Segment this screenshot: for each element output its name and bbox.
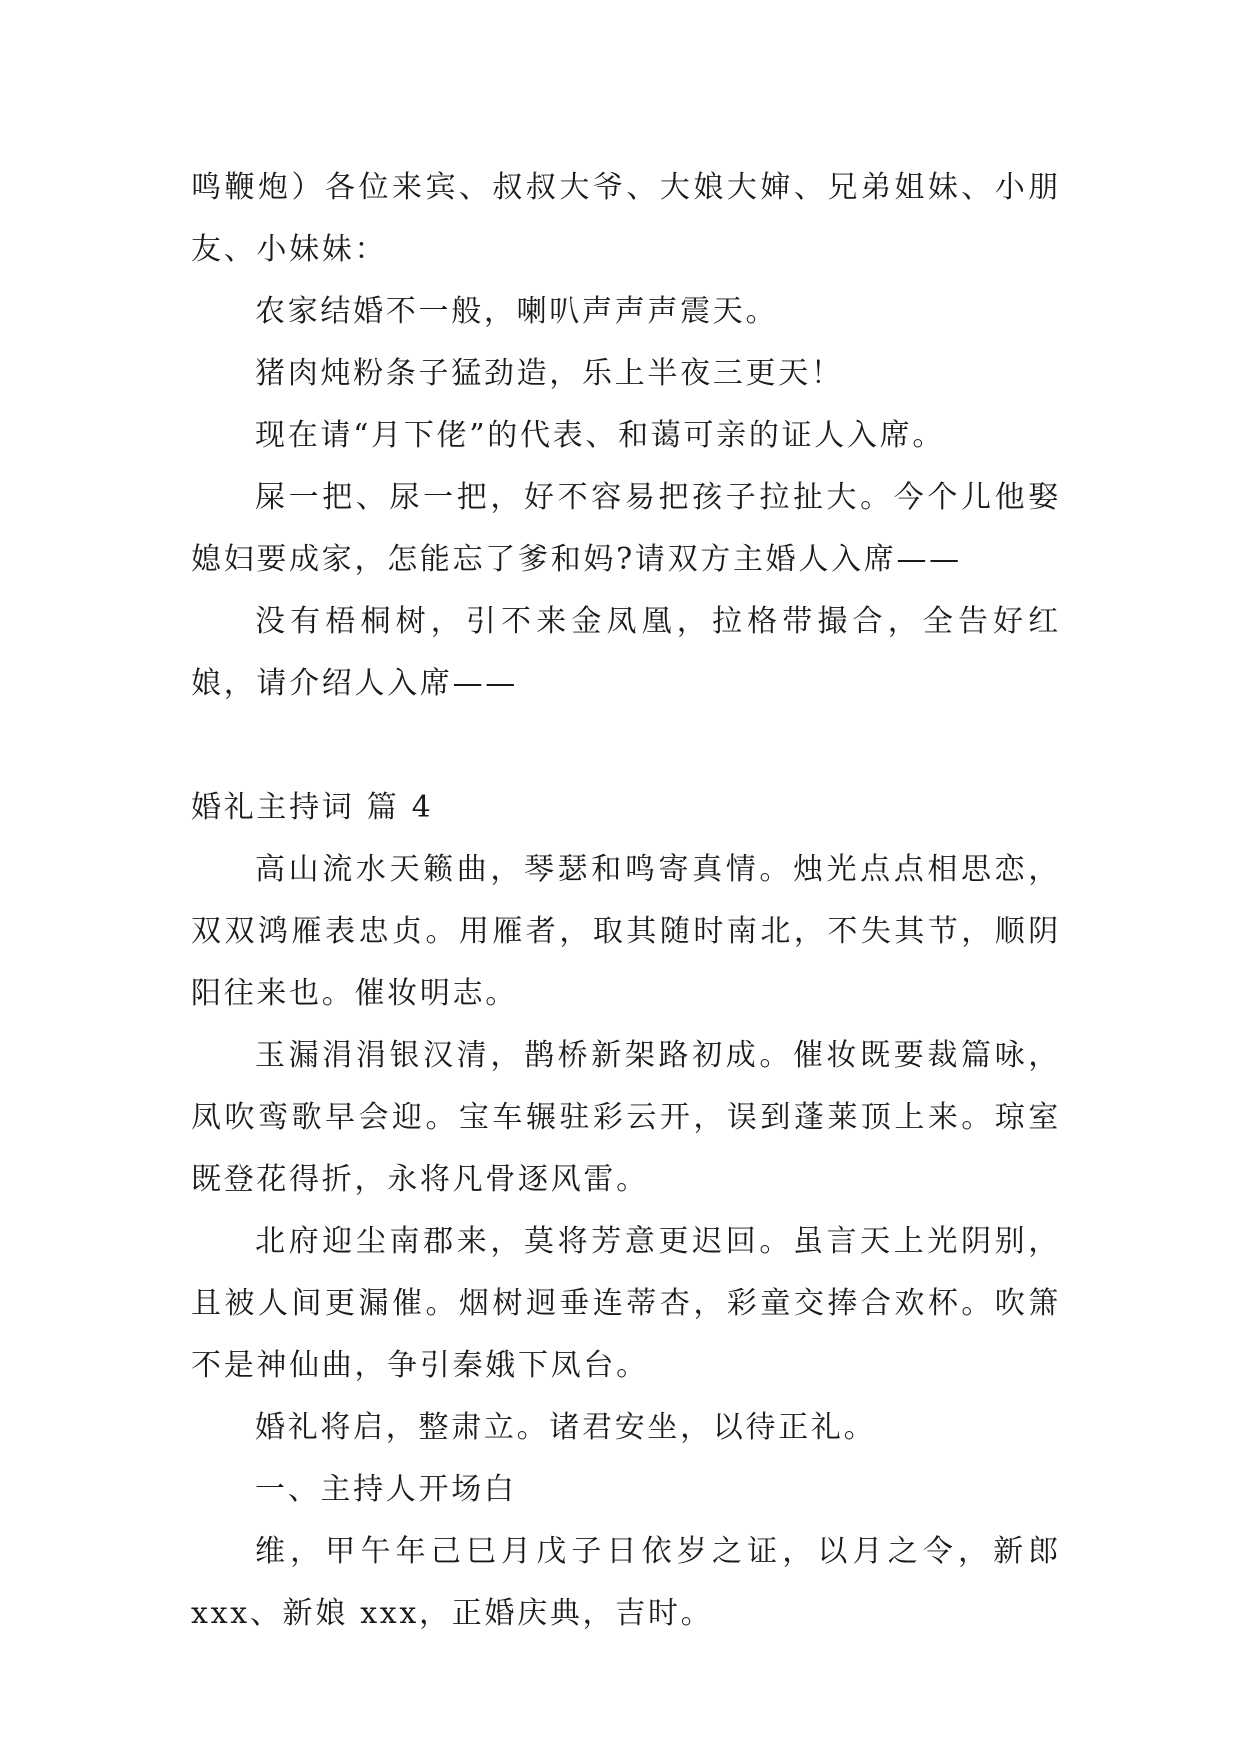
- paragraph-opening: 鸣鞭炮）各位来宾、叔叔大爷、大娘大婶、兄弟姐妹、小朋友、小妹妹：: [191, 170, 1061, 267]
- paragraph: 屎一把、尿一把，好不容易把孩子拉扯大。今个儿他娶媳妇要成家，怎能忘了爹和妈?请双方主婚人入席——: [191, 480, 1061, 577]
- paragraph: 猪肉炖粉条子猛劲造，乐上半夜三更天！: [255, 356, 844, 391]
- section-title: 婚礼主持词 篇 4: [191, 790, 434, 825]
- paragraph: 现在请“月下佬”的代表、和蔼可亲的证人入席。: [255, 418, 946, 453]
- section-spacer: [191, 715, 1061, 777]
- paragraph-heading: 一、主持人开场白: [255, 1472, 517, 1507]
- paragraph: 维，甲午年己巳月戊子日依岁之证，以月之令，新郎xxx、新娘 xxx，正婚庆典，吉时。: [191, 1534, 1061, 1631]
- document-body: [191, 157, 1061, 1645]
- paragraph: 高山流水天籁曲，琴瑟和鸣寄真情。烛光点点相思恋，双双鸿雁表忠贞。用雁者，取其随时南北，不失其节，顺阴阳往来也。催妆明志。: [191, 852, 1061, 1011]
- paragraph: 北府迎尘南郡来，莫将芳意更迟回。虽言天上光阴别，且被人间更漏催。烟树迥垂连蒂杏，彩童交捧合欢杯。吹箫不是神仙曲，争引秦娥下凤台。: [191, 1224, 1061, 1383]
- paragraph: 婚礼将启，整肃立。诸君安坐，以待正礼。: [255, 1410, 877, 1445]
- paragraph: 农家结婚不一般，喇叭声声声震天。: [255, 294, 779, 329]
- paragraph: 玉漏涓涓银汉清，鹊桥新架路初成。催妆既要裁篇咏，凤吹鸾歌早会迎。宝车辗驻彩云开，误到蓬莱顶上来。琼室既登花得折，永将凡骨逐风雷。: [191, 1038, 1061, 1197]
- paragraph: 没有梧桐树，引不来金凤凰，拉格带撮合，全告好红娘，请介绍人入席——: [191, 604, 1061, 701]
